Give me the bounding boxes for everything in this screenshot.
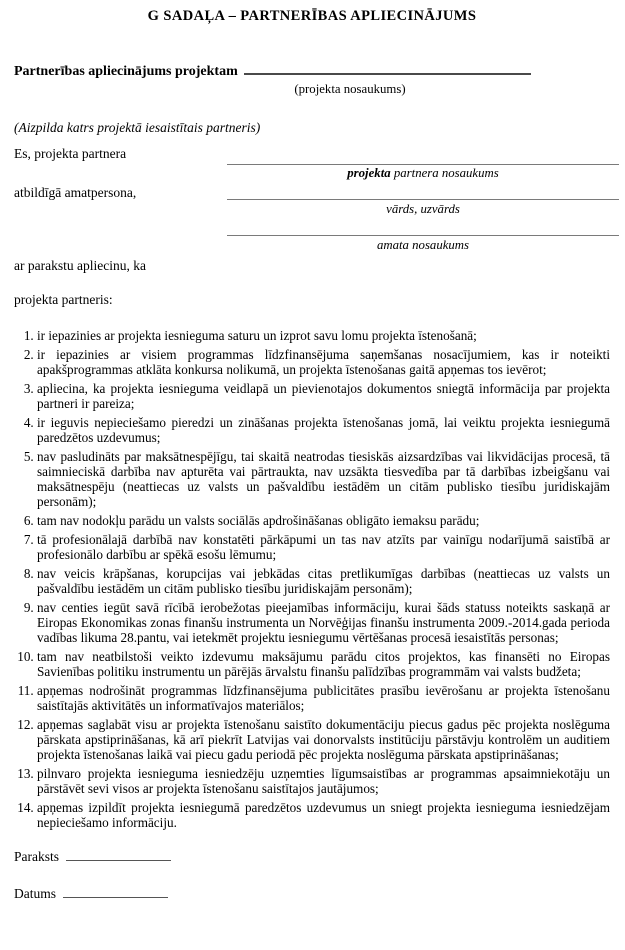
declaration-item-9: 9. nav centies iegūt savā rīcībā ierobežotas pieejamības informāciju, kurai šāds statuss noteikts saskaņā ar Eiropas Ekonomikas zonas finanšu instrumenta un Norvēģijas finanšu instrumenta 2009.-2014.gada perioda vadības likuma 28.pantu, vai ietekmēt projektu iesniegumu vērtēšanas procesā iesaistītās personas; xyxy=(37,600,610,645)
position-title-blank-line xyxy=(227,218,619,236)
official-label: atbildīgā amatpersona, xyxy=(14,185,137,200)
signature-blank-line xyxy=(66,847,171,861)
list-subject-text: projekta partneris: xyxy=(14,292,113,307)
date-label: Datums xyxy=(14,886,56,901)
partner-name-blank-line xyxy=(227,146,619,165)
signature-row xyxy=(14,847,610,865)
date-blank-line xyxy=(63,884,168,898)
declaration-heading: Partnerības apliecinājums projektam xyxy=(14,64,238,79)
declaration-item-10: 10. tam nav neatbilstoši veikto izdevumu maksājumu parādu citos projektos, kas finansēti no Eiropas Savienības politiku instrumentu un pārējās ārvalstu finanšu palīdzības programmām vai valsts budžeta; xyxy=(37,649,610,679)
project-name-caption: (projekta nosaukums) xyxy=(294,82,406,96)
page-title: G SADAĻA – PARTNERĪBAS APLIECINĀJUMS xyxy=(147,8,477,24)
declaration-item-5: 5. nav pasludināts par maksātnespējīgu, tai skaitā neatrodas tiesiskās aizsardzības vai likvidācijas procesā, tā saimnieciskā darbība nav apturēta vai pārtraukta, nav uzsākta tiesvedība par tā darbības izbeigšanu vai maksātnespēju (neattiecas uz valsts un pašvaldību iestādēm un citām publisko tiesību juridiskajām personām); xyxy=(37,449,610,509)
project-name-blank-line xyxy=(244,61,531,75)
partner-label: Es, projekta partnera xyxy=(14,146,127,161)
declaration-item-13: 13. pilnvaro projekta iesnieguma iesniedzēju uzņemties līgumsaistības ar programmas apsaimniekotāju un pārstāvēt sevi visos ar projekta īstenošanu saistītajos jautājumos; xyxy=(37,766,610,796)
partner-name-caption xyxy=(227,166,619,181)
declaration-item-1: 1. ir iepazinies ar projekta iesnieguma saturu un izprot savu lomu projekta īstenošanā; xyxy=(37,328,610,343)
declaration-list xyxy=(14,328,610,830)
fill-instruction-note: (Aizpilda katrs projektā iesaistītais partneris) xyxy=(14,120,261,135)
project-declaration-row xyxy=(14,61,610,81)
partner-name-caption-rest: partnera nosaukums xyxy=(390,166,499,180)
declaration-item-4: 4. ir ieguvis nepieciešamo pieredzi un zināšanas projekta īstenošanas jomā, lai veiktu projekta iesniegumā paredzētos uzdevumus; xyxy=(37,415,610,445)
partner-name-caption-bold: projekta xyxy=(347,166,391,180)
declaration-item-12: 12. apņemas saglabāt visu ar projekta īstenošanu saistīto dokumentāciju piecus gadus pēc projekta noslēguma pārskata apstiprināšanas, kā arī piekrīt Latvijas vai donorvalsts institūciju pārstāvju kontrolēm un auditiem projekta īstenošanas laikā vai piecu gadu periodā pēc projekta noslēguma pārskata apstiprināšanas; xyxy=(37,717,610,762)
signature-confirmation-text: ar parakstu apliecinu, ka xyxy=(14,258,146,273)
intro-form-section xyxy=(14,145,610,258)
position-title-caption: amata nosaukums xyxy=(376,238,470,252)
declaration-item-11: 11. apņemas nodrošināt programmas līdzfinansējuma publicitātes prasību ievērošanu ar projekta īstenošanu saistītajās aktivitātēs un informatīvajos materiālos; xyxy=(37,683,610,713)
declaration-item-14: 14. apņemas izpildīt projekta iesniegumā paredzētos uzdevumus un sniegt projekta iesnieguma iesniedzējam nepieciešamo informāciju. xyxy=(37,800,610,830)
declaration-item-6: 6. tam nav nodokļu parādu un valsts sociālās apdrošināšanas obligāto iemaksu parādu; xyxy=(37,513,610,528)
full-name-caption: vārds, uzvārds xyxy=(386,202,460,216)
declaration-item-8: 8. nav veicis krāpšanas, korupcijas vai jebkādas citas pretlikumīgas darbības (neattiecas uz valsts un pašvaldību iestādēm un citām publisko tiesību juridiskajām personām); xyxy=(37,566,610,596)
date-row xyxy=(14,884,610,902)
declaration-item-7: 7. tā profesionālajā darbībā nav konstatēti pārkāpumi un tas nav atzīts par vainīgu nodarījumā saistībā ar profesionālo darbību ar spēkā esošu lēmumu; xyxy=(37,532,610,562)
signature-label: Paraksts xyxy=(14,849,59,864)
declaration-item-3: 3. apliecina, ka projekta iesnieguma veidlapā un pievienotajos dokumentos sniegtā informācija par projekta partneri ir pareiza; xyxy=(37,381,610,411)
full-name-blank-line xyxy=(227,182,619,200)
declaration-item-2: 2. ir iepazinies ar visiem programmas līdzfinansējuma saņemšanas nosacījumiem, kas ir noteikti apakšprogrammas atklāta konkursa nolikumā, un projekta īstenošanas gaitā apņemas tos ievērot; xyxy=(37,347,610,377)
